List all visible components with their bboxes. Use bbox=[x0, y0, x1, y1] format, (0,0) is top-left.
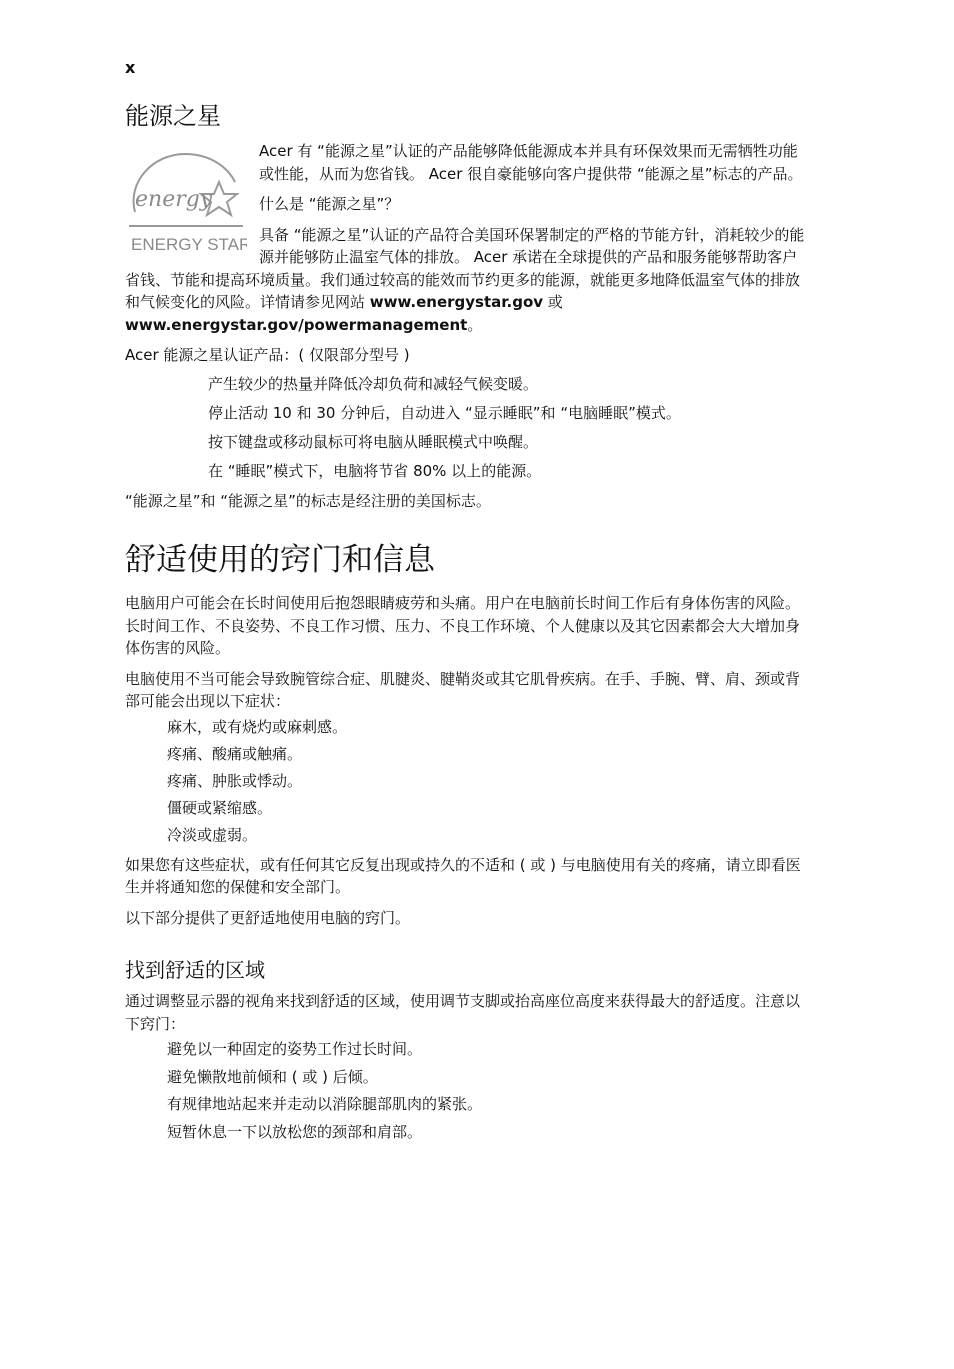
energy-what-is: 什么是 “能源之星”？ bbox=[259, 195, 400, 213]
document-body bbox=[125, 98, 809, 1148]
energy-star-logo-icon bbox=[123, 142, 247, 262]
energy-url-1[interactable]: www.energystar.gov bbox=[369, 293, 544, 311]
list-item: 产生较少的热量并降低冷却负荷和减轻气候变暖。 bbox=[208, 374, 539, 393]
list-item: 僵硬或紧缩感。 bbox=[167, 798, 273, 817]
energy-url-2[interactable]: www.energystar.gov/powermanagement bbox=[125, 315, 468, 334]
logo-text: ENERGY STAR bbox=[131, 235, 247, 254]
list-item: 在 “睡眠”模式下，电脑将节省 80% 以上的能源。 bbox=[208, 461, 542, 480]
desc-text: 具备 “能源之星”认证的产品符合美国环保署制定的严格的节能方针，消耗较少的能源并能够防止温室气体的排放。 Acer 承诺在全球提供的产品和服务能够帮助客户省钱、节能和提高环境质量。我们通过较高的能效而节约更多的能源，就能更多地降低温室气体的排放和气候变化的风险。详情请参见网站 bbox=[125, 225, 805, 311]
list-item: 停止活动 10 和 30 分钟后，自动进入 “显示睡眠”和 “电脑睡眠”模式。 bbox=[208, 403, 681, 422]
list-item: 短暂休息一下以放松您的颈部和肩部。 bbox=[167, 1122, 423, 1141]
energy-products-label: Acer 能源之星认证产品：( 仅限部分型号 ) bbox=[125, 346, 410, 364]
energy-trademark: “能源之星”和 “能源之星”的标志是经注册的美国标志。 bbox=[125, 491, 491, 510]
energy-features-list bbox=[208, 373, 809, 482]
list-item: 避免以一种固定的姿势工作过长时间。 bbox=[167, 1040, 423, 1058]
comfort-p4: 以下部分提供了更舒适地使用电脑的窍门。 bbox=[125, 908, 411, 927]
logo-script-text: energy bbox=[135, 187, 213, 212]
energy-star-heading: 能源之星 bbox=[125, 102, 221, 130]
energy-intro: Acer 有 “能源之星”认证的产品能够降低能源成本并具有环保效果而无需牺牲功能或性能，从而为您省钱。 Acer 很自豪能够向客户提供带 “能源之星”标志的产品。 bbox=[259, 142, 803, 183]
zone-p1: 通过调整显示器的视角来找到舒适的区域，使用调节支脚或抬高座位高度来获得最大的舒适度。注意以下窍门： bbox=[125, 992, 801, 1033]
list-item: 疼痛、肿胀或悸动。 bbox=[167, 771, 303, 790]
list-item: 避免懒散地前倾和 ( 或 ) 后倾。 bbox=[167, 1067, 378, 1086]
comfort-heading: 舒适使用的窍门和信息 bbox=[125, 542, 435, 578]
zone-heading: 找到舒适的区域 bbox=[125, 958, 265, 982]
desc-end: 。 bbox=[467, 315, 483, 334]
energy-star-logo bbox=[123, 142, 247, 262]
energy-star-section bbox=[125, 140, 809, 344]
page-number: x bbox=[125, 58, 136, 77]
list-item: 有规律地站起来并走动以消除腿部肌肉的紧张。 bbox=[167, 1095, 483, 1113]
comfort-p1: 电脑用户可能会在长时间使用后抱怨眼睛疲劳和头痛。用户在电脑前长时间工作后有身体伤害的风险。长时间工作、不良姿势、不良工作习惯、压力、不良工作环境、个人健康以及其它因素都会大大增加身体伤害的风险。 bbox=[125, 594, 801, 657]
zone-tips-list bbox=[167, 1038, 809, 1143]
desc-or: 或 bbox=[543, 293, 563, 311]
list-item: 麻木，或有烧灼或麻刺感。 bbox=[167, 717, 348, 736]
list-item: 按下键盘或移动鼠标可将电脑从睡眠模式中唤醒。 bbox=[208, 432, 539, 451]
list-item: 冷淡或虚弱。 bbox=[167, 825, 258, 844]
comfort-p2: 电脑使用不当可能会导致腕管综合症、肌腱炎、腱鞘炎或其它肌骨疾病。在手、手腕、臂、肩、颈或背部可能会出现以下症状： bbox=[125, 669, 801, 710]
symptoms-list bbox=[167, 716, 809, 846]
list-item: 疼痛、酸痛或触痛。 bbox=[167, 744, 303, 763]
comfort-p3: 如果您有这些症状，或有任何其它反复出现或持久的不适和 ( 或 ) 与电脑使用有关的疼痛，请立即看医生并将通知您的保健和安全部门。 bbox=[125, 855, 801, 896]
